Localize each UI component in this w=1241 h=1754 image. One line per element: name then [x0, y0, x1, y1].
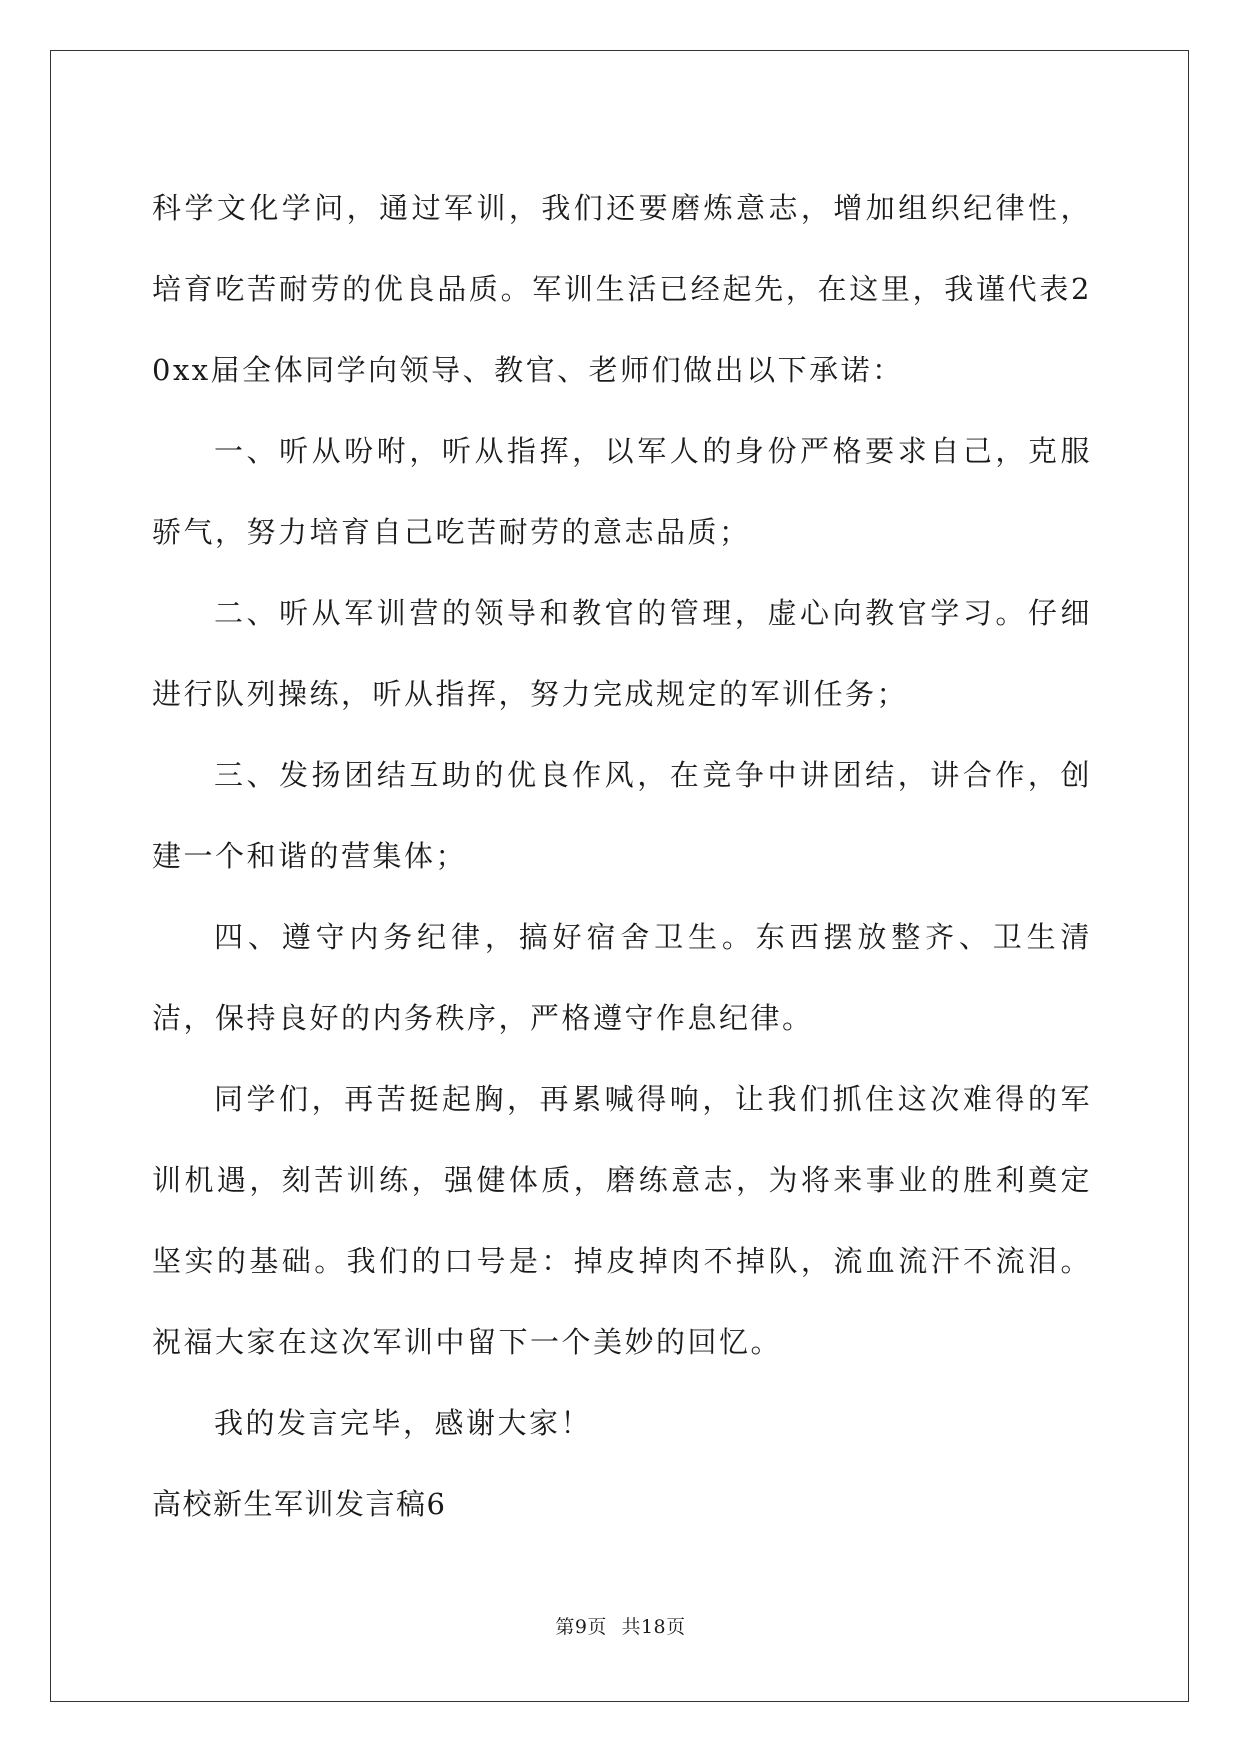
paragraph: 四、遵守内务纪律，搞好宿舍卫生。东西摆放整齐、卫生清洁，保持良好的内务秩序，严格遵守作息纪律。 — [152, 920, 1092, 1035]
page-number: 第9页 — [555, 1616, 607, 1638]
page-total: 共18页 — [621, 1616, 686, 1638]
paragraph: 科学文化学问，通过军训，我们还要磨炼意志，增加组织纪律性，培育吃苦耐劳的优良品质。军训生活已经起先，在这里，我谨代表20xx届全体同学向领导、教官、老师们做出以下承诺： — [152, 191, 1092, 387]
page-footer — [0, 1612, 1241, 1639]
paragraph: 二、听从军训营的领导和教官的管理，虚心向教官学习。仔细进行队列操练，听从指挥，努力完成规定的军训任务； — [152, 596, 1092, 711]
document-body — [152, 168, 1092, 1545]
paragraph: 我的发言完毕，感谢大家！ — [214, 1406, 593, 1440]
paragraph: 同学们，再苦挺起胸，再累喊得响，让我们抓住这次难得的军训机遇，刻苦训练，强健体质，磨练意志，为将来事业的胜利奠定坚实的基础。我们的口号是：掉皮掉肉不掉队，流血流汗不流泪。祝福大家在这次军训中留下一个美妙的回忆。 — [152, 1082, 1092, 1359]
section-heading: 高校新生军训发言稿6 — [152, 1487, 447, 1521]
paragraph: 三、发扬团结互助的优良作风，在竞争中讲团结，讲合作，创建一个和谐的营集体； — [152, 758, 1092, 873]
paragraph: 一、听从吩咐，听从指挥，以军人的身份严格要求自己，克服骄气，努力培育自己吃苦耐劳的意志品质； — [152, 434, 1092, 549]
